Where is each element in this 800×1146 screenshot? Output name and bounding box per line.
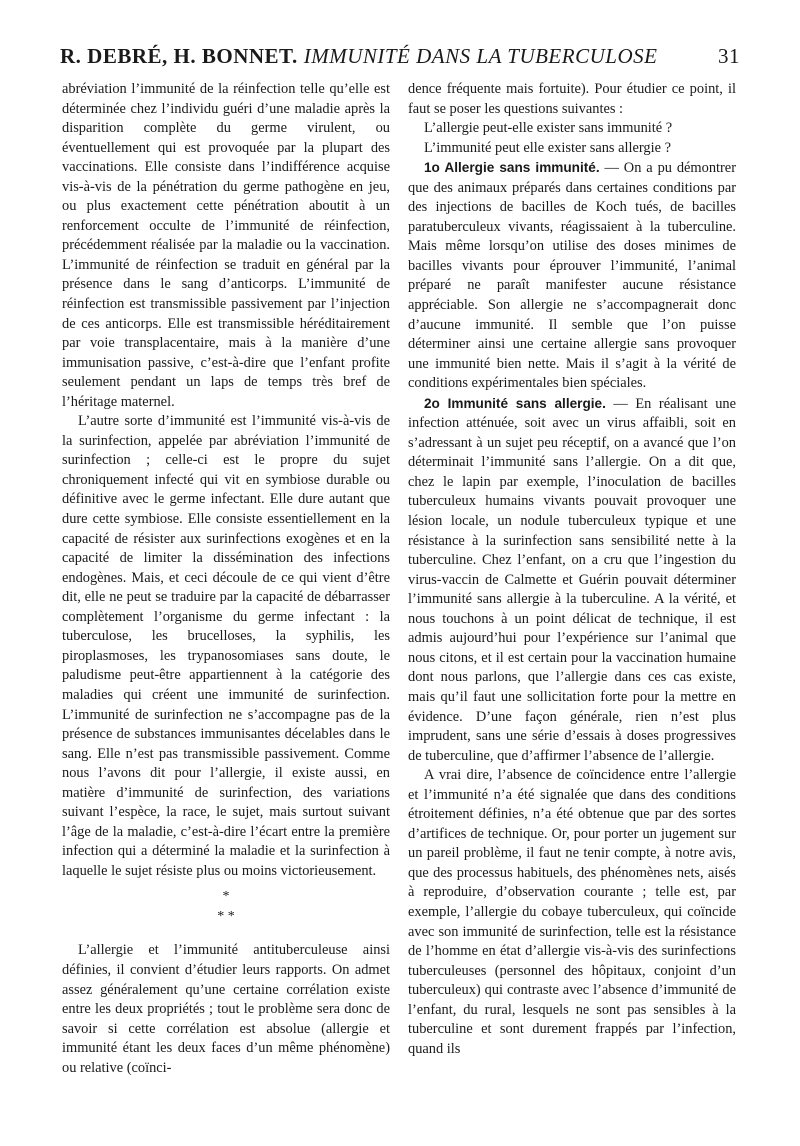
header-authors: R. DEBRÉ, H. BONNET. [60,44,298,68]
header-title: IMMUNITÉ DANS LA TUBERCULOSE [303,44,658,68]
paragraph [408,394,736,766]
question: L’immunité peut elle exister sans allergie ? [424,139,671,156]
section-heading: 2o Immunité sans allergie. [424,395,606,411]
paragraph: dence fréquente mais fortuite). Pour étudier ce point, il faut se poser les questions suivantes : [408,81,736,117]
paragraph: abréviation l’immunité de la réinfection telle qu’elle est déterminée chez l’individu guéri d’une maladie après la disparition complète du germe virulent, ou éventuellement qui est provoquée par la plupart des vaccinations. Elle consiste dans l’indifférence acquise vis-à-vis de la pénétration du germe pathogène en jeu, ou plus exactement cette pénétration aboutit à un renforcement occulte de l’immunité de réinfection, précédemment réalisée par la maladie ou la vaccination. L’immunité de réinfection se traduit en général par la présence dans le sang d’anticorps. L’immunité de réinfection est transmissible passivement par l’injection de ces anticorps. Elle est transmissible héréditairement par voie transplacentaire, mais à la manière d’une immunisation passive, c’est-à-dire que l’enfant profite seulement pendant un laps de temps très bref de l’héritage maternel. [62,81,390,410]
running-header [60,44,740,69]
question: L’allergie peut-elle exister sans immunité ? [424,120,673,137]
paragraph: A vrai dire, l’absence de coïncidence entre l’allergie et l’immunité n’a été signalée que dans des conditions étroitement définies, n’a été obtenue que par des sortes d’artifices de technique. Or, pour porter un jugement sur un pareil problème, il faut ne tenir compte, à notre avis, que des processus habituels, des phénomènes nets, aisés à reproduire, d’observation courante ; telle est, par exemple, l’allergie du cobaye tuberculeux, qui coïncide avec son immunité de surinfection, telle est la résistance de l’homme en état d’allergie vis-à-vis des surinfections tuberculeuses (personnel des hôpitaux, conjoint d’un tuberculeux) qui contraste avec l’absence d’immunité de l’enfant, du rural, lesquels ne sont pas sensibles à la tuberculine et sont durement frappés par l’infection, quand ils [408,767,736,1057]
paragraph-text: — En réalisant une infection atténuée, soit avec un virus affaibli, soit en s’adressant à un sujet peu réceptif, on a avancé que l’on déterminait l’immunité sans l’allergie. On a dit que, chez le lapin par exemple, l’inoculation de bacilles tuberculeux humains vivants pouvait provoquer une lésion locale, un nodule tuberculeux typique et une résistance à la surinfection sans sensibilité nette à la tuberculine. Chez l’enfant, on a cru que l’ingestion du virus-vaccin de Calmette et Guérin pouvait déterminer l’immunité sans allergie à la tuberculine. A la vérité, et nous touchons à un point délicat de technique, il est admis aujourd’hui pour l’expérience sur l’animal que nous citons, et il est certain pour la vaccination humaine dont nous parlons, que l’allergie dans ces cas existe, mais qu’il faut une sollicitation forte pour la mettre en évidence. D’une façon générale, rien n’est plus imprudent, sans une série d’essais à doses progressives de tuberculine, que d’affirmer l’absence de l’allergie. [408,395,737,764]
left-column [62,80,390,1078]
section-separator [62,881,390,941]
paragraph [408,158,736,394]
section-heading: 1o Allergie sans immunité. [424,160,600,176]
asterism: * * * [217,889,235,925]
paragraph-text: — On a pu démontrer que des animaux préparés dans certaines conditions par des injections de bacilles de Koch tués, de bacilles paratuberculeux vivants, réagissaient à la tuberculine. Mais même lorsqu’on utilise des doses minimes de bacilles vivants pour éprouver l’immunité, l’animal préparé ne paraît manifester aucune résistance appréciable. Son allergie ne s’accompagnerait donc d’aucune immunité. Il semble que l’on puisse déterminer ainsi une certaine allergie sans provoquer une immunité bien nette. Mais il s’agit à la vérité de conditions expérimentales bien spéciales. [408,160,736,392]
paragraph: L’autre sorte d’immunité est l’immunité vis-à-vis de la surinfection, appelée par abréviation l’immunité de surinfection ; celle-ci est le propre du sujet chroniquement infecté qui vit en symbiose durable ou définitive avec le germe infectant. Elle dure autant que dure cette symbiose. Elle consiste essentiellement en la capacité de résister aux surinfections exogènes et en la capacité de limiter la dissémination des infections endogènes. Mais, et ceci découle de ce qui vient d’être dit, elle ne peut se traduire par la capacité de débarrasser complètement l’organisme du germe infectant : la tuberculose, les brucelloses, la syphilis, les piroplasmoses, les trypanosomiases sans doute, le paludisme peut-être appartiennent à la catégorie des maladies qui créent une immunité de surinfection. L’immunité de surinfection ne s’accompagne pas de la présence de substances immunisantes décelables dans le sang. Elle n’est pas transmissible passivement. Comme nous l’avons dit pour l’allergie, il existe aussi, en matière d’immunité de surinfection, des variations suivant l’espèce, la race, le sujet, mais surtout suivant l’âge de la maladie, c’est-à-dire l’écart entre la première infection qui a déterminé la maladie et la surinfection à laquelle le sujet résiste plus ou moins victorieusement. [62,413,390,879]
paragraph: L’allergie et l’immunité antituberculeuse ainsi définies, il convient d’étudier leurs rapports. On admet assez généralement qu’une certaine corrélation existe entre les deux propriétés ; tout le problème sera donc de savoir si cette corrélation est absolue (allergie et immunité étant les deux faces d’un même phénomène) ou relative (coïnci- [62,942,390,1076]
right-column [408,80,736,1059]
page-number: 31 [718,44,740,68]
